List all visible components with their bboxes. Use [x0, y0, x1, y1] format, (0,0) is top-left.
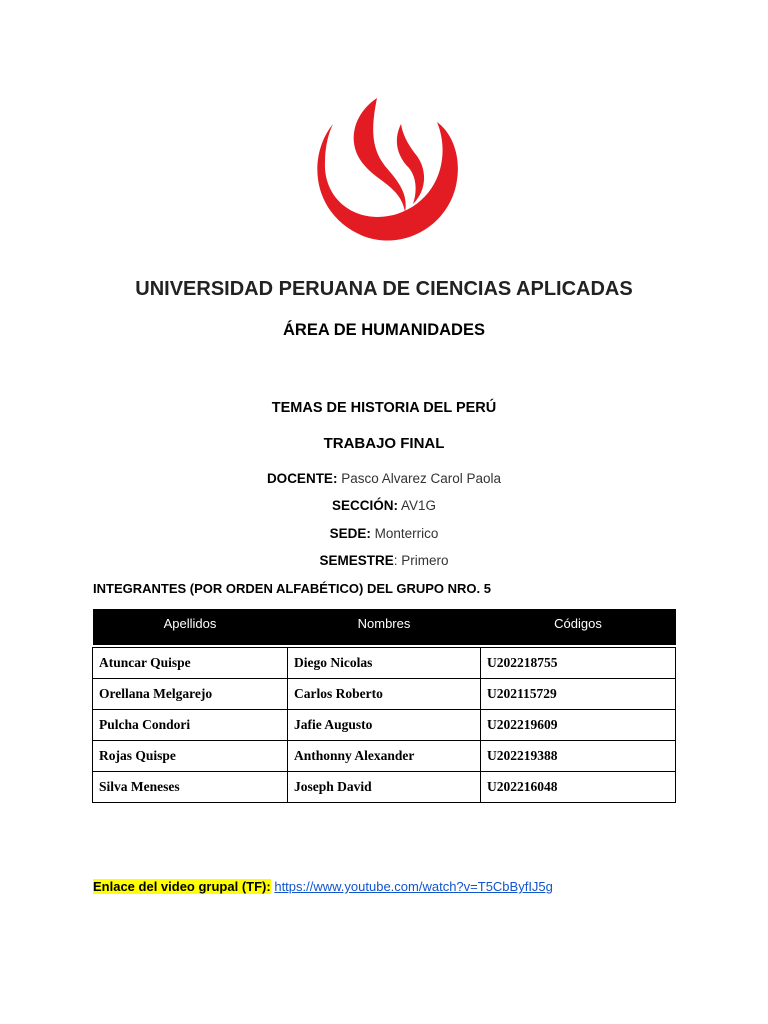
table-row — [93, 772, 676, 803]
upc-logo — [305, 96, 465, 246]
table-header-row — [93, 609, 676, 645]
sede-value: Monterrico — [374, 526, 439, 541]
university-title: UNIVERSIDAD PERUANA DE CIENCIAS APLICADAS — [135, 278, 633, 300]
semestre-line — [0, 553, 768, 568]
cell-nombres: Carlos Roberto — [288, 679, 481, 710]
work-title: TRABAJO FINAL — [323, 435, 445, 452]
cell-nombres: Anthonny Alexander — [288, 741, 481, 772]
cell-nombres: Jafie Augusto — [288, 710, 481, 741]
video-label-text: Enlace del video grupal (TF) — [93, 879, 267, 894]
sede-line — [0, 526, 768, 541]
semestre-label: SEMESTRE — [319, 553, 394, 568]
table-row — [93, 741, 676, 772]
table-row — [93, 710, 676, 741]
cell-apellidos: Rojas Quispe — [93, 741, 288, 772]
cell-codigo: U202218755 — [481, 648, 676, 679]
sede-label: SEDE: — [329, 526, 371, 541]
course-title: TEMAS DE HISTORIA DEL PERÚ — [271, 400, 497, 416]
docente-label: DOCENTE: — [266, 471, 338, 486]
cell-codigo: U202216048 — [481, 772, 676, 803]
members-table — [92, 609, 676, 803]
cell-codigo: U202219609 — [481, 710, 676, 741]
semestre-value: : Primero — [393, 553, 449, 568]
column-header-nombres: Nombres — [288, 609, 481, 645]
upc-flame-logo-icon — [305, 96, 465, 246]
cell-apellidos: Pulcha Condori — [93, 710, 288, 741]
cell-nombres: Joseph David — [288, 772, 481, 803]
docente-line — [0, 471, 768, 486]
video-link-line — [93, 879, 553, 894]
area-title: ÁREA DE HUMANIDADES — [283, 321, 485, 339]
column-header-codigos: Códigos — [481, 609, 676, 645]
cell-nombres: Diego Nicolas — [288, 648, 481, 679]
video-label-separator: : — [266, 879, 271, 894]
seccion-line — [0, 498, 768, 513]
cell-codigo: U202115729 — [481, 679, 676, 710]
column-header-apellidos: Apellidos — [93, 609, 288, 645]
cell-apellidos: Orellana Melgarejo — [93, 679, 288, 710]
cell-apellidos: Atuncar Quispe — [93, 648, 288, 679]
video-label — [93, 879, 271, 894]
cell-apellidos: Silva Meneses — [93, 772, 288, 803]
cell-codigo: U202219388 — [481, 741, 676, 772]
video-link[interactable]: https://www.youtube.com/watch?v=T5CbByfIJ5g — [274, 879, 553, 894]
docente-value: Pasco Alvarez Carol Paola — [341, 471, 502, 486]
table-row — [93, 648, 676, 679]
seccion-label: SECCIÓN: — [331, 498, 398, 513]
table-row — [93, 679, 676, 710]
seccion-value: AV1G — [401, 498, 437, 513]
members-heading: INTEGRANTES (POR ORDEN ALFABÉTICO) DEL GRUPO NRO. 5 — [93, 581, 491, 596]
